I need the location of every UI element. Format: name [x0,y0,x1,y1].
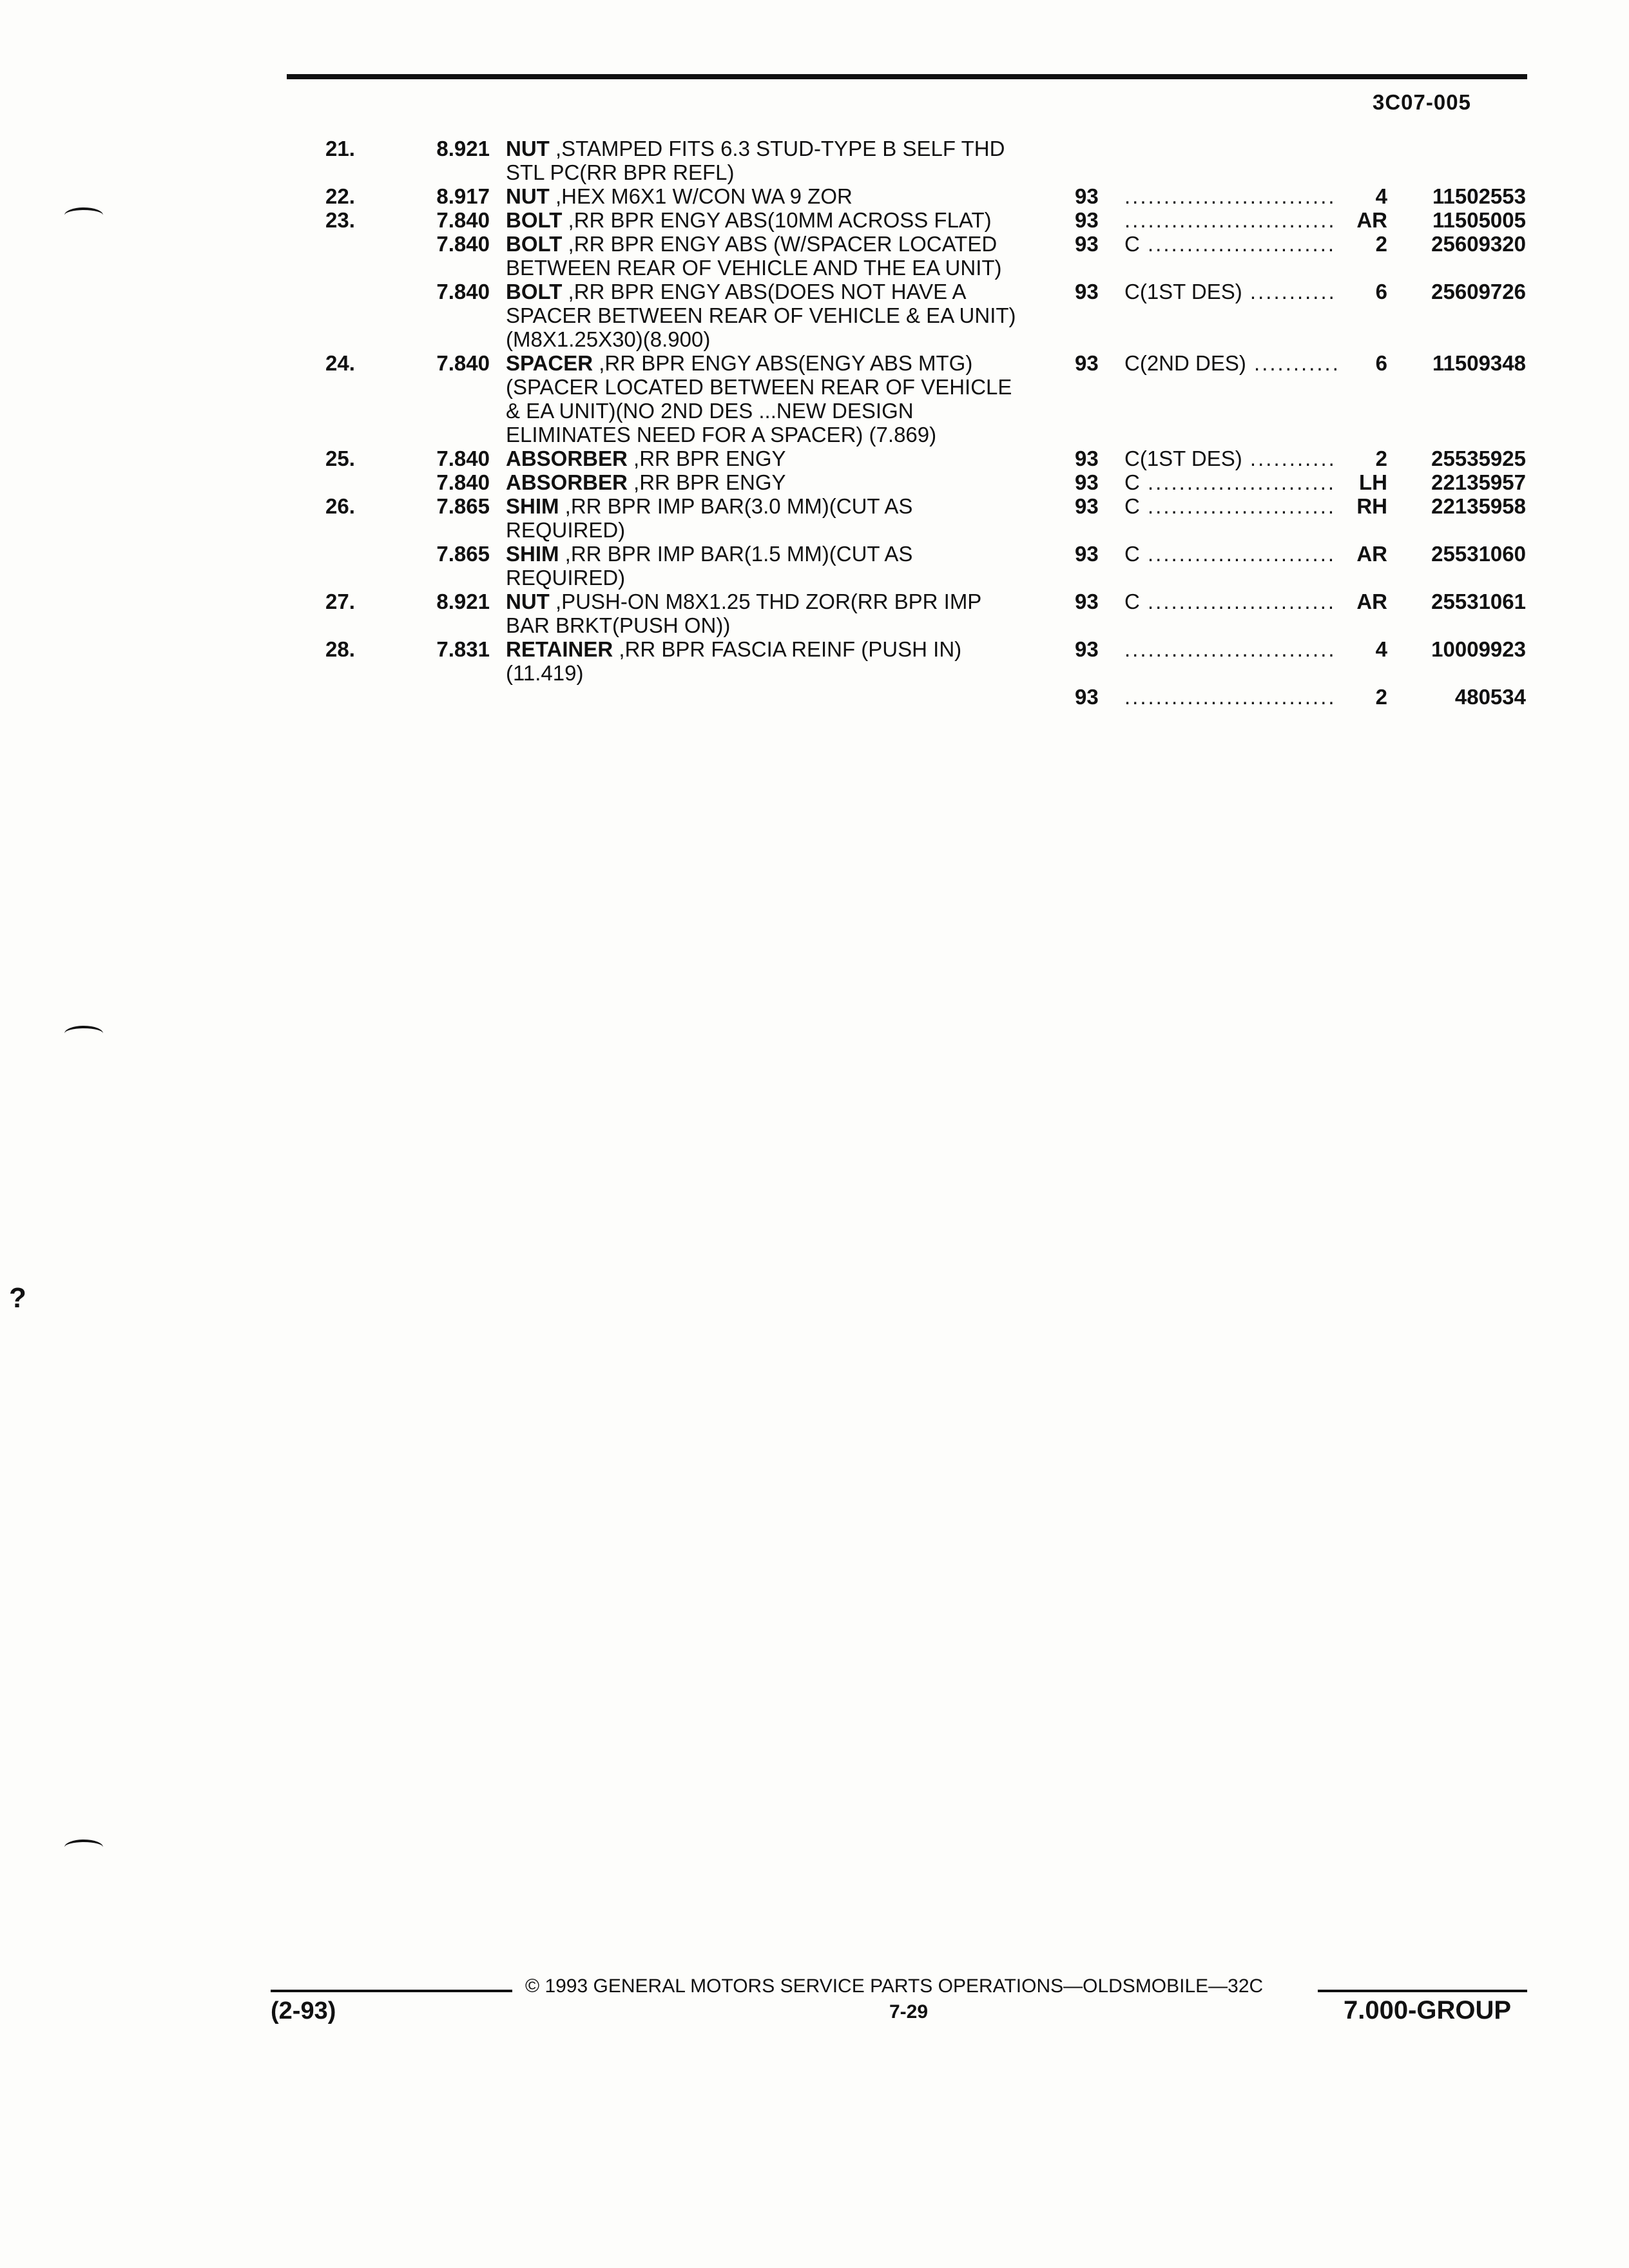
part-name: RETAINER [506,637,613,661]
part-number: 25531060 [1431,542,1526,566]
part-row [0,637,1629,709]
part-name: ABSORBER [506,470,628,494]
part-name: ABSORBER [506,447,628,470]
group-number: 7.840 [436,351,490,375]
page-number: 7-29 [889,2001,929,2023]
model-year: 93 [1075,447,1099,470]
binder-mark [64,1026,103,1041]
model-year: 93 [1075,590,1099,613]
part-row [0,232,1629,303]
part-number: 480534 [1454,685,1526,709]
catalog-ref-code: 3C07-005 [1373,90,1471,114]
part-name: NUT [506,184,550,208]
model-year: 93 [1075,637,1099,661]
part-description: BOLT ,RR BPR ENGY ABS(DOES NOT HAVE A SPACER BETWEEN REAR OF VEHICLE & EA UNIT)(M8X1.25X30)(8.900) [506,280,1016,351]
part-name: NUT [506,590,550,613]
part-description: SHIM ,RR BPR IMP BAR(3.0 MM)(CUT AS REQUIRED) [506,494,913,542]
item-number: 21. [325,137,355,160]
quantity: AR [1356,208,1387,232]
part-number: 22135957 [1431,470,1526,494]
quantity: 2 [1375,447,1387,470]
part-name: BOLT [506,208,563,232]
part-description: BOLT ,RR BPR ENGY ABS(10MM ACROSS FLAT) [506,208,992,232]
stray-mark: ? [9,1282,26,1314]
model-year: 93 [1075,280,1099,303]
top-rule [287,74,1527,79]
item-number: 28. [325,637,355,661]
group-number: 7.840 [436,447,490,470]
part-description: ABSORBER ,RR BPR ENGY [506,470,786,494]
group-number: 7.831 [436,637,490,661]
model-year: 93 [1075,542,1099,566]
group-number: 7.840 [436,280,490,303]
item-number: 23. [325,208,355,232]
part-number: 22135958 [1431,494,1526,518]
part-description: SHIM ,RR BPR IMP BAR(1.5 MM)(CUT AS REQUIRED) [506,542,913,590]
part-number: 25535925 [1431,447,1526,470]
part-row [0,447,1629,494]
quantity: AR [1356,542,1387,566]
part-number: 25531061 [1431,590,1526,613]
parts-list [0,137,1629,709]
part-description: ABSORBER ,RR BPR ENGY [506,447,786,470]
group-number: 7.840 [436,470,490,494]
model-year: 93 [1075,232,1099,256]
usage-code: C(1ST DES) ..... [1124,280,1337,303]
footer-group: 7.000-GROUP [1344,1996,1512,2024]
part-number: 25609726 [1431,280,1526,303]
part-name: SPACER [506,351,593,375]
usage-code: C ..... [1124,494,1337,518]
group-number: 7.840 [436,232,490,256]
model-year: 93 [1075,470,1099,494]
usage-code: C(1ST DES) ..... [1124,447,1337,470]
usage-code: C(2ND DES) ..... [1124,351,1337,375]
part-description: NUT ,STAMPED FITS 6.3 STUD-TYPE B SELF THD STL PC(RR BPR REFL) [506,137,1005,184]
quantity: 2 [1375,685,1387,709]
quantity: LH [1359,470,1387,494]
footer-rule-right [1318,1990,1527,1992]
usage-code: C ..... [1124,470,1337,494]
group-number: 7.865 [436,542,490,566]
binder-mark [64,1840,103,1855]
model-year: 93 [1075,184,1099,208]
quantity: 2 [1375,232,1387,256]
model-year: 93 [1075,494,1099,518]
model-year: 93 [1075,208,1099,232]
part-description: NUT ,HEX M6X1 W/CON WA 9 ZOR [506,184,853,208]
part-number: 11502553 [1432,184,1526,208]
item-number: 24. [325,351,355,375]
quantity: AR [1356,590,1387,613]
usage-code: C ..... [1124,542,1337,566]
model-year: 93 [1075,685,1099,709]
usage-code: C ..... [1124,232,1337,256]
part-name: NUT [506,137,550,160]
group-number: 8.917 [436,184,490,208]
quantity: 6 [1375,280,1387,303]
usage-code: C ..... [1124,590,1337,613]
quantity: 4 [1375,184,1387,208]
group-number: 8.921 [436,590,490,613]
part-number: 10009923 [1431,637,1526,661]
usage-code [1124,685,1337,709]
part-name: BOLT [506,232,563,256]
group-number: 7.865 [436,494,490,518]
part-number: 11505005 [1432,208,1526,232]
item-number: 27. [325,590,355,613]
item-number: 26. [325,494,355,518]
quantity: RH [1356,494,1387,518]
part-number: 25609320 [1431,232,1526,256]
part-name: SHIM [506,542,559,566]
part-name: BOLT [506,280,563,303]
quantity: 6 [1375,351,1387,375]
part-number: 11509348 [1432,351,1526,375]
binder-mark [64,207,103,223]
footer-copyright: © 1993 GENERAL MOTORS SERVICE PARTS OPERATIONS—OLDSMOBILE—32C [525,1975,1264,1997]
model-year: 93 [1075,351,1099,375]
footer-rule-left [271,1990,512,1992]
part-description: SPACER ,RR BPR ENGY ABS(ENGY ABS MTG) (SPACER LOCATED BETWEEN REAR OF VEHICLE & EA UNIT)(NO 2ND DES ...NEW DESIGN ELIMINATES NEED FOR A SPACER) (7.869) [506,351,1012,447]
quantity: 4 [1375,637,1387,661]
item-number: 22. [325,184,355,208]
group-number: 8.921 [436,137,490,160]
part-description: RETAINER ,RR BPR FASCIA REINF (PUSH IN) (11.419) [506,637,962,685]
part-name: SHIM [506,494,559,518]
part-description: NUT ,PUSH-ON M8X1.25 THD ZOR(RR BPR IMP BAR BRKT(PUSH ON)) [506,590,981,637]
part-description: BOLT ,RR BPR ENGY ABS (W/SPACER LOCATED BETWEEN REAR OF VEHICLE AND THE EA UNIT) [506,232,1002,280]
footer-date: (2-93) [271,1997,336,2024]
item-number: 25. [325,447,355,470]
group-number: 7.840 [436,208,490,232]
